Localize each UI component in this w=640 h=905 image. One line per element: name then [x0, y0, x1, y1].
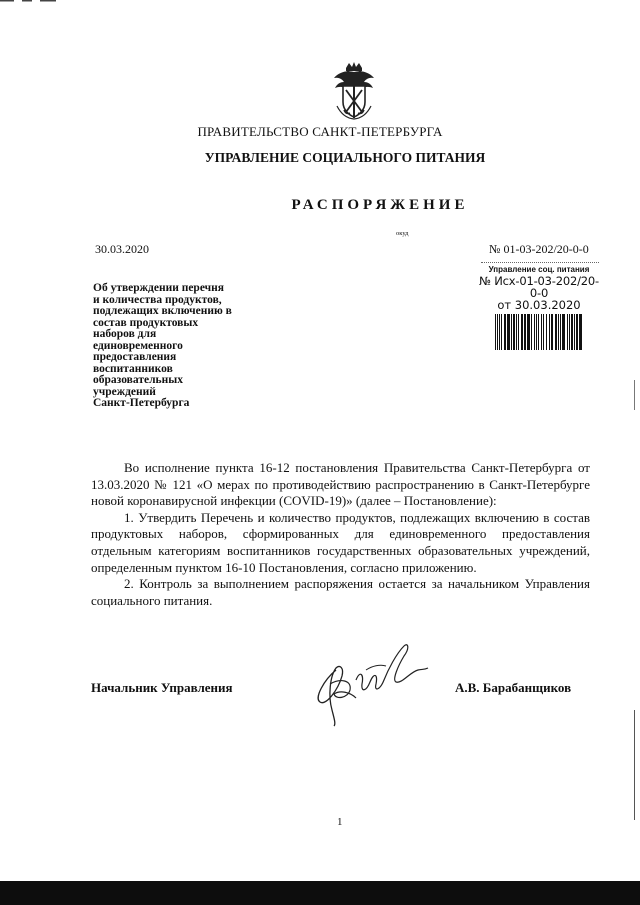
barcode-bar	[518, 314, 519, 350]
barcode-bar	[567, 314, 568, 350]
barcode-bar	[571, 314, 573, 350]
barcode-bar	[511, 314, 512, 350]
page-number: 1	[337, 816, 343, 828]
government-name: ПРАВИТЕЛЬСТВО САНКТ-ПЕТЕРБУРГА	[197, 124, 443, 139]
okud-label: окуд	[396, 230, 409, 237]
barcode-bar	[536, 314, 537, 350]
barcode-bar	[560, 314, 561, 350]
barcode-bar	[574, 314, 575, 350]
barcode-icon	[495, 314, 583, 350]
document-date: 30.03.2020	[95, 242, 149, 256]
subject-line: учреждений	[93, 385, 156, 398]
barcode-bar	[538, 314, 539, 350]
signer-title: Начальник Управления	[91, 680, 233, 695]
stamp-date: от 30.03.2020	[497, 298, 581, 312]
barcode-bar	[516, 314, 517, 350]
document-subject	[93, 283, 268, 410]
barcode-bar	[521, 314, 523, 350]
document-type-title: РАСПОРЯЖЕНИЕ	[291, 197, 469, 213]
barcode-bar	[524, 314, 526, 350]
document-number: № 01-03-202/20-0-0	[489, 242, 589, 256]
barcode-bar	[527, 314, 530, 350]
coat-of-arms-icon	[331, 62, 377, 120]
barcode-bar	[551, 314, 553, 350]
body-paragraph-preamble: Во исполнение пункта 16-12 постановления Правительства Санкт-Петербурга от 13.03.2020 № 121 «О мерах по противодействию распространению в Санкт-Петербурге новой коронавирусной инфекции (COVID-19)» (далее – Постановление):	[91, 460, 590, 509]
barcode-bar	[507, 314, 510, 350]
barcode-bar	[558, 314, 559, 350]
barcode-bar	[504, 314, 506, 350]
subject-line: образовательных	[93, 374, 183, 386]
barcode-bar	[497, 314, 498, 350]
barcode-bar	[549, 314, 550, 350]
body-paragraph-item-2: 2. Контроль за выполнением распоряжения остается за начальником Управления социального питания.	[91, 576, 590, 608]
barcode-bar	[546, 314, 547, 350]
barcode-bar	[543, 314, 544, 350]
barcode-bar	[495, 314, 496, 350]
subject-line: наборов для	[93, 328, 157, 340]
subject-line: подлежащих включению в	[93, 305, 232, 317]
barcode-bar	[501, 314, 502, 350]
barcode-bar	[569, 314, 570, 350]
handwritten-signature	[306, 640, 434, 728]
signer-name: А.В. Барабанщиков	[455, 680, 572, 695]
scan-artifact	[0, 0, 60, 4]
barcode-bar	[541, 314, 542, 350]
barcode-bar	[499, 314, 500, 350]
subject-line: и количества продуктов,	[93, 293, 222, 306]
document-body	[91, 460, 590, 609]
department-name: УПРАВЛЕНИЕ СОЦИАЛЬНОГО ПИТАНИЯ	[204, 150, 486, 165]
stamp-outgoing-number: № Исх-01-03-202/20-0-0	[479, 274, 599, 300]
registration-stamp	[475, 262, 603, 350]
stamp-divider	[481, 262, 599, 263]
barcode-bar	[576, 314, 578, 350]
barcode-bar	[555, 314, 557, 350]
barcode-bar	[534, 314, 535, 350]
subject-line: единовременного	[93, 339, 183, 352]
barcode-bar	[562, 314, 565, 350]
stamp-organization: Управление соц. питания	[488, 265, 590, 274]
scan-edge-artifact	[633, 380, 636, 820]
barcode-bar	[579, 314, 582, 350]
barcode-bar	[513, 314, 515, 350]
subject-line: воспитанников	[93, 362, 173, 375]
subject-line: состав продуктовых	[93, 316, 199, 329]
body-paragraph-item-1: 1. Утвердить Перечень и количество продуктов, подлежащих включению в состав продуктовых наборов, сформированных для единовременного предоставления отдельным категориям воспитанников государственных образовательных учреждений, определенным пунктом 16-10 Постановления, согласно приложению.	[91, 509, 590, 575]
subject-line: Санкт-Петербурга	[93, 397, 190, 409]
barcode-bar	[531, 314, 532, 350]
subject-line: предоставления	[93, 351, 177, 363]
scan-bottom-edge	[0, 881, 640, 905]
subject-line: Об утверждении перечня	[93, 282, 224, 294]
